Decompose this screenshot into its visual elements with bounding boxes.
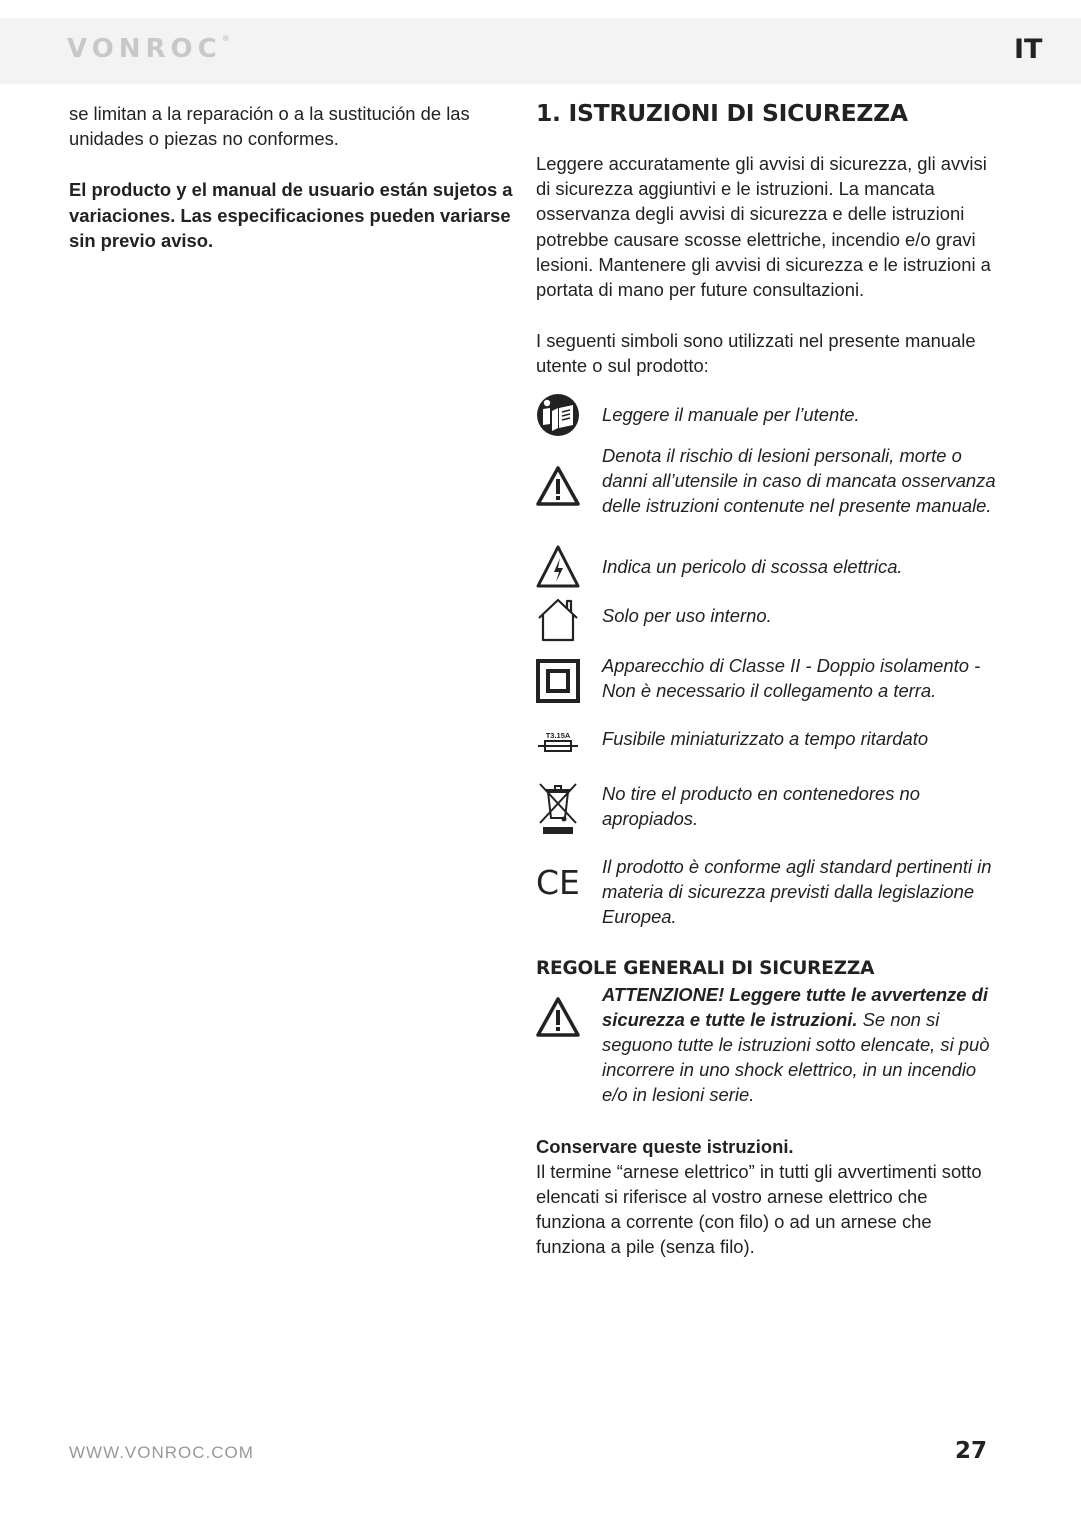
warning-triangle-icon xyxy=(536,982,602,1038)
safety-intro: Leggere accuratamente gli avvisi di sicurezza, gli avvisi di sicurezza aggiuntivi e le istruzioni. La mancata osservanza degli avvisi di sicurezza e delle istruzioni potrebbe causare scosse elettriche, incendio e/o gravi lesioni. Mantenere gli avvisi di sicurezza e le istruzioni a portata di mano per future consultazioni. xyxy=(536,153,991,301)
symbol-row xyxy=(536,854,996,936)
warning-triangle-icon xyxy=(536,443,602,507)
left-column xyxy=(69,101,514,253)
electric-hazard-icon xyxy=(536,544,602,589)
symbol-description: Leggere il manuale per l’utente. xyxy=(602,403,860,425)
symbol-row xyxy=(536,443,996,544)
general-warning-text xyxy=(602,982,996,1108)
fuse-icon xyxy=(536,725,602,753)
ce-mark-icon xyxy=(536,854,602,898)
ce-mark-label: CE xyxy=(536,863,580,898)
symbol-row xyxy=(536,653,996,725)
warning-body: Se non si seguono tutte le istruzioni sotto elencate, si può incorrere in uno shock elettrico, in un incendio e/o in lesioni serie. xyxy=(602,1008,990,1106)
symbol-description: Denota il rischio di lesioni personali, morte o danni all’utensile in caso di mancata osservanza delle istruzioni contenute nel presente manuale. xyxy=(602,444,996,517)
class-ii-double-square-icon xyxy=(536,653,602,703)
symbol-row xyxy=(536,393,996,443)
symbol-row xyxy=(536,597,996,653)
right-column xyxy=(536,97,996,1260)
brand-logo: VONROC® xyxy=(67,34,230,64)
crossed-bin-icon xyxy=(536,781,602,837)
symbol-description: Indica un pericolo di scossa elettrica. xyxy=(602,555,903,577)
warning-heading: ATTENZIONE! Leggere tutte le avvertenze di sicurezza e tutte le istruzioni. xyxy=(602,983,988,1030)
general-warning xyxy=(536,982,996,1108)
fuse-rating-label: T3.15A xyxy=(545,730,571,740)
page-number: 27 xyxy=(955,1438,988,1464)
symbol-description: Solo per uso interno. xyxy=(602,604,772,626)
symbol-list xyxy=(536,393,996,936)
symbol-description: No tire el producto en contenedores no apropiados. xyxy=(602,782,920,829)
symbol-row xyxy=(536,725,996,781)
symbol-row xyxy=(536,544,996,597)
keep-instructions-text: Il termine “arnese elettrico” in tutti gli avvertimenti sotto elencati si riferisce al vostro arnese elettrico che funziona a corrente (con filo) o ad un arnese che funziona a pile (senza filo). xyxy=(536,1160,982,1258)
symbols-intro: I seguenti simboli sono utilizzati nel presente manuale utente o sul prodotto: xyxy=(536,330,976,377)
keep-instructions-title: Conservare queste istruzioni. xyxy=(536,1135,794,1157)
specification-notice: El producto y el manual de usuario están sujetos a variaciones. Las especificaciones pueden variarse sin previo aviso. xyxy=(69,179,513,251)
section-title: 1. ISTRUZIONI DI SICUREZZA xyxy=(536,99,908,127)
read-manual-icon xyxy=(536,393,602,437)
symbol-description: Il prodotto è conforme agli standard pertinenti in materia di sicurezza previsti dalla legislazione Europea. xyxy=(602,855,992,928)
symbol-description: Apparecchio di Classe II - Doppio isolamento - Non è necessario il collegamento a terra. xyxy=(602,654,981,701)
language-label: IT xyxy=(1014,34,1043,65)
general-rules-title: REGOLE GENERALI DI SICUREZZA xyxy=(536,957,875,979)
warranty-text: se limitan a la reparación o a la sustitución de las unidades o piezas no conformes. xyxy=(69,103,470,150)
symbol-description: Fusibile miniaturizzato a tempo ritardato xyxy=(602,727,929,749)
indoor-house-icon xyxy=(536,597,602,643)
symbol-row xyxy=(536,781,996,854)
footer-url: WWW.VONROC.COM xyxy=(69,1443,254,1462)
